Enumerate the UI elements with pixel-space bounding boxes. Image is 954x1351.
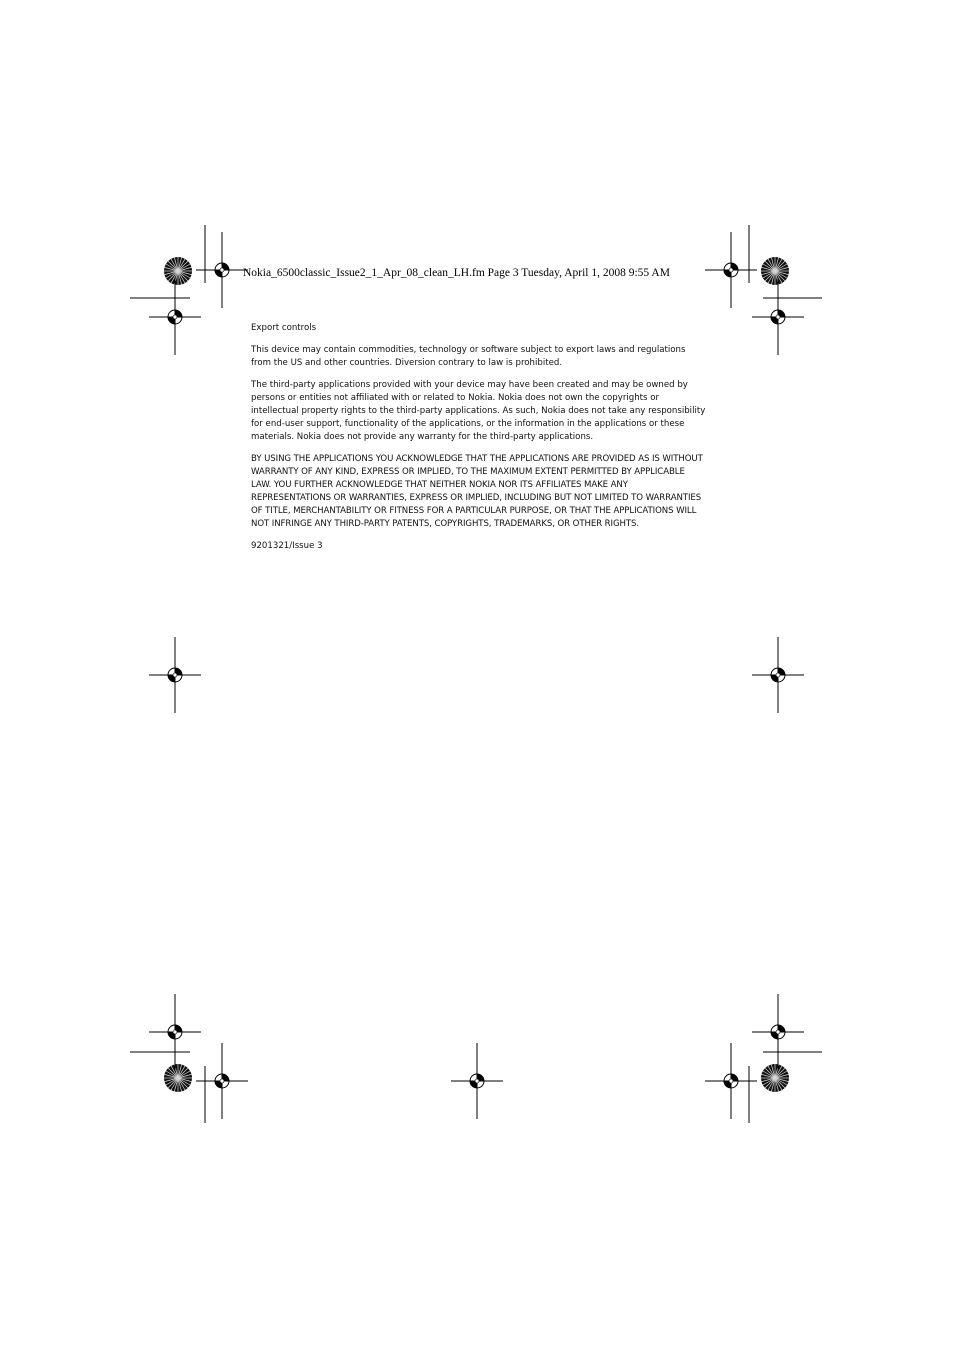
- issue-code: 9201321/Issue 3: [251, 541, 323, 551]
- paragraph-warranty: BY USING THE APPLICATIONS YOU ACKNOWLEDGE THAT THE APPLICATIONS ARE PROVIDED AS IS WITHOUT WARRANTY OF ANY KIND, EXPRESS OR IMPLIED, TO THE MAXIMUM EXTENT PERMITTED BY APPLICABLE LAW. YOU FURTHER ACKNOWLEDGE THAT NEITHER NOKIA NOR ITS AFFILIATES MAKE ANY REPRESENTATIONS OR WARRANTIES, EXPRESS OR IMPLIED, INCLUDING BUT NOT LIMITED TO WARRANTIES OF TITLE, MERCHANTABILITY OR FITNESS FOR A PARTICULAR PURPOSE, OR THAT THE APPLICATIONS WILL NOT INFRINGE ANY THIRD-PARTY PATENTS, COPYRIGHTS, TRADEMARKS, OR OTHER RIGHTS.: [251, 454, 703, 529]
- document-body: [251, 322, 707, 562]
- section-heading: Export controls: [251, 323, 317, 333]
- paragraph-export: This device may contain commodities, technology or software subject to export laws and regulations from the US and other countries. Diversion contrary to law is prohibited.: [251, 345, 686, 368]
- print-header: Nokia_6500classic_Issue2_1_Apr_08_clean_LH.fm Page 3 Tuesday, April 1, 2008 9:55 AM: [243, 267, 670, 279]
- paragraph-third-party: The third-party applications provided with your device may have been created and may be owned by persons or entities not affiliated with or related to Nokia. Nokia does not own the copyrights or intellectual property rights to the third-party applications. As such, Nokia does not take any responsibility for end-user support, functionality of the applications, or the information in the applications or these materials. Nokia does not provide any warranty for the third-party applications.: [251, 380, 706, 442]
